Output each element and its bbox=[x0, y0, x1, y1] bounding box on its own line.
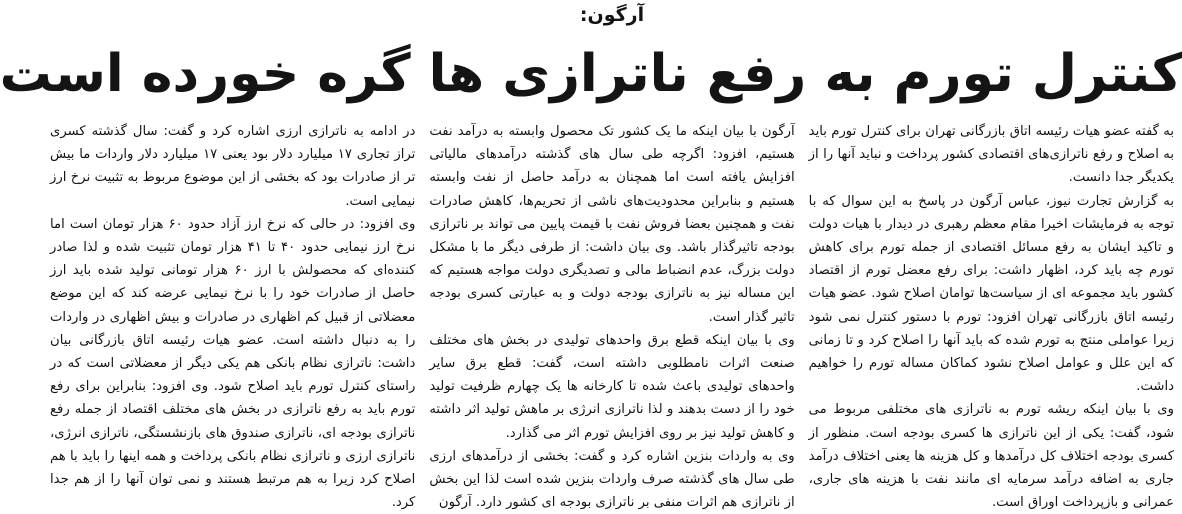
paragraph: وی افزود: در حالی که نرخ ارز آزاد حدود ۶۰ هزار تومان است اما نرخ ارز نیمایی حدود ۴۰ تا ۴۱ هزار تومان تثبیت شده و لذا صادر کننده‌ای که محصولش با ارز ۶۰ هزار تومانی تولید شده باید ارز حاصل از صادرات خود را با نرخ نیمایی عرضه کند که این موضع معضلاتی از قبیل کم اظهاری در صادرات و بیش اظهاری در واردات را به دنبال داشته است. عضو هیات رئیسه اتاق بازرگانی بیان داشت: ناترازی نظام بانکی هم یکی دیگر از معضلاتی است که در راستای کنترل تورم باید اصلاح شود. وی افزود: بنابراین برای رفع تورم باید به رفع ناترازی در بخش های مختلف اقتصاد از جمله رفع ناترازی بودجه ای، ناترازی صندوق های بازنشستگی، ناترازی انرژی، ناترازی ارزی و ناترازی نظام بانکی پرداخت و همه اینها را باید با هم اصلاح کرد زیرا به هم مرتبط هستند و نمی توان آنها را از هم جدا کرد. bbox=[50, 216, 416, 511]
article-column-3 bbox=[50, 120, 416, 511]
paragraph: وی با بیان اینکه ریشه تورم به ناترازی های مختلفی مربوط می شود، گفت: یکی از این ناترازی ها کسری بودجه است. منظور از کسری بودجه اختلاف کل درآمدها و کل هزینه ها یعنی اختلاف درآمد جاری به اضافه درآمد سرمایه ای مانند نفت با هزینه های جاری، عمرانی و بازپرداخت اوراق است. bbox=[808, 402, 1174, 511]
article-column-2 bbox=[429, 120, 795, 511]
paragraph: در ادامه به ناترازی ارزی اشاره کرد و گفت: سال گذشته کسری تراز تجاری ۱۷ میلیارد دلار بود یعنی ۱۷ میلیارد دلار واردات ما بیش تر از صادرات بود که بخشی از این موضوع مربوط به تثبیت نرخ ارز نیمایی است. bbox=[50, 124, 416, 209]
paragraph: به گفته عضو هیات رئیسه اتاق بازرگانی تهران برای کنترل تورم باید به اصلاح و رفع ناترازی‌های اقتصادی کشور پرداخت و نباید آنها را از یکدیگر جدا دانست. bbox=[808, 124, 1174, 186]
article-kicker: آرگون: bbox=[579, 4, 645, 26]
paragraph: وی با بیان اینکه قطع برق واحدهای تولیدی در بخش های مختلف صنعت اثرات نامطلوبی داشته است، گفت: قطع برق سایر واحدهای تولیدی باعث شده تا کارخانه ها یک چهارم ظرفیت تولید خود را از دست بدهند و لذا ناترازی انرژی بر ماهش تولید اثر داشته و کاهش تولید نیز بر روی افزایش تورم اثر می گذارد. bbox=[429, 332, 795, 441]
paragraph: به گزارش تجارت نیوز، عباس آرگون در پاسخ به این سوال که با توجه به فرمایشات اخیرا مقام معظم رهبری در دیدار با هیات دولت و تاکید ایشان به رفع مسائل اقتصادی از جمله تورم برای کاهش تورم چه باید کرد، اظهار داشت: برای رفع معضل تورم از اقتصاد کشور باید مجموعه ای از سیاست‌ها توامان اصلاح شود. عضو هیات رئیسه اتاق بازرگانی تهران افزود: تورم با دستور کنترل نمی شود زیرا عواملی منتج به تورم شده که باید آنها را اصلاح کرد و تا زمانی که این علل و عوامل اصلاح نشود کماکان مساله تورم را خواهیم داشت. bbox=[808, 193, 1174, 395]
article-column-1 bbox=[808, 120, 1174, 511]
paragraph: وی به واردات بنزین اشاره کرد و گفت: بخشی از درآمدهای ارزی طی سال های گذشته صرف واردات بنزین شده است لذا این بخش از ناترازی هم اثرات منفی بر ناترازی بودجه ای کشور دارد. آرگون bbox=[429, 448, 795, 511]
paragraph: آرگون با بیان اینکه ما یک کشور تک محصول وابسته به درآمد نفت هستیم، افزود: اگرچه طی سال های گذشته درآمدهای مالیاتی افزایش یافته است اما همچنان به درآمد حاصل از نفت وابسته هستیم و بنابراین محدودیت‌های ناشی از تحریم‌ها، کاهش صادرات نفت و همچنین بعضا فروش نفت با قیمت پایین می تواند بر ناترازی بودجه تاثیرگذار باشد. وی بیان داشت: از طرفی دیگر ما با مشکل دولت بزرگ، عدم انضباط مالی و تصدیگری دولت مواجه هستیم که این مساله نیز به ناترازی بودجه دولت و به عبارتی کسری بودجه تاثیر گذار است. bbox=[429, 124, 795, 325]
article-body bbox=[50, 120, 1174, 511]
article-headline: کنترل تورم به رفع ناترازی ها گره خورده است bbox=[0, 44, 1182, 104]
